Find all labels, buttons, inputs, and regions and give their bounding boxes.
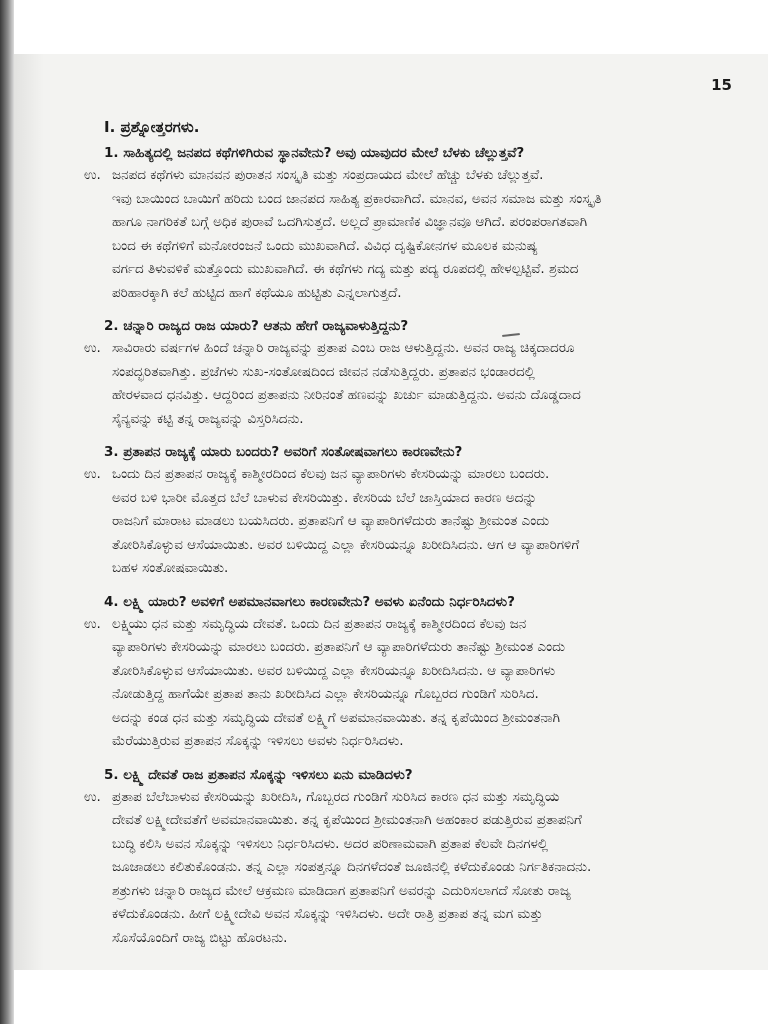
- answer-line: ಅದನ್ನು ಕಂಡ ಧನ ಮತ್ತು ಸಮೃದ್ಧಿಯ ದೇವತೆ ಲಕ್ಷ್ಮಿಗೆ ಅಪಮಾನವಾಯಿತು. ತನ್ನ ಕೃಪೆಯಿಂದ ಶ್ರೀಮಂತನಾಗಿ: [112, 709, 560, 726]
- answer-line: ಜನಪದ ಕಥೆಗಳು ಮಾನವನ ಪುರಾತನ ಸಂಸ್ಕೃತಿ ಮತ್ತು ಸಂಪ್ರದಾಯದ ಮೇಲೆ ಹೆಚ್ಚು ಬೆಳಕು ಚೆಲ್ಲುತ್ತವೆ.: [112, 167, 544, 183]
- gutter-fragment: [14, 433, 32, 458]
- answer-line: ವ್ಯಾಪಾರಿಗಳು ಕೇಸರಿಯನ್ನು ಮಾರಲು ಬಂದರು. ಪ್ರತಾಪನಿಗೆ ಆ ವ್ಯಾಪಾರಿಗಳೆದುರು ತಾನೆಷ್ಟು ಶ್ರೀಮಂತ ಎಂದು: [112, 639, 566, 655]
- answer: [84, 463, 744, 581]
- answer-line: ಲಕ್ಷ್ಮಿಯು ಧನ ಮತ್ತು ಸಮೃದ್ಧಿಯ ದೇವತೆ. ಒಂದು ದಿನ ಪ್ರತಾಪನ ರಾಜ್ಯಕ್ಕೆ ಕಾಶ್ಮೀರದಿಂದ ಕೆಲವು ಜನ: [112, 615, 527, 632]
- answer-line: ಹೇರಳವಾದ ಧನವಿತ್ತು. ಆದ್ದರಿಂದ ಪ್ರತಾಪನು ನೀರಿನಂತೆ ಹಣವನ್ನು ಖರ್ಚು ಮಾಡುತ್ತಿದ್ದನು. ಅವನು ದೊಡ್ಡದಾದ: [112, 387, 581, 403]
- gutter-fragment: [14, 384, 32, 409]
- gutter-fragment: [14, 727, 32, 752]
- answer-line: ಸಂಪದ್ಭರಿತವಾಗಿತ್ತು. ಪ್ರಜೆಗಳು ಸುಖ-ಸಂತೋಷದಿಂದ ಜೀವನ ನಡೆಸುತ್ತಿದ್ದರು. ಪ್ರತಾಪನ ಭಂಡಾರದಲ್ಲಿ: [112, 363, 535, 380]
- answer-text: [112, 164, 744, 305]
- gutter-fragment: [14, 629, 32, 654]
- answer-line: ಮೆರೆಯುತ್ತಿರುವ ಪ್ರತಾಪನ ಸೊಕ್ಕನ್ನು ಇಳಿಸಲು ಅವಳು ನಿರ್ಧರಿಸಿದಳು.: [112, 733, 404, 749]
- gutter-fragment: [14, 874, 32, 899]
- gutter-fragment: [14, 507, 32, 532]
- answer-line: ಹಾಗೂ ನಾಗರಿಕತೆ ಬಗ್ಗೆ ಅಧಿಕ ಪುರಾವೆ ಒದಗಿಸುತ್ತದೆ. ಅಲ್ಲದೆ ಪ್ರಾಮಾಣಿಕ ವಿಜ್ಞಾನವೂ ಆಗಿದೆ. ಪರಂಪರಾಗತವಾಗಿ: [112, 214, 588, 230]
- gutter-fragment: [14, 556, 32, 581]
- section-title: I. ಪ್ರಶ್ನೋತ್ತರಗಳು.: [104, 118, 200, 136]
- question: 5. ಲಕ್ಷ್ಮಿ ದೇವತೆ ರಾಜ ಪ್ರತಾಪನ ಸೊಕ್ಕನ್ನು ಇಳಿಸಲು ಏನು ಮಾಡಿದಳು?: [104, 766, 413, 783]
- answer-line: ಬುದ್ಧಿ ಕಲಿಸಿ ಅವನ ಸೊಕ್ಕನ್ನು ಇಳಿಸಲು ನಿರ್ಧರಿಸಿದಳು. ಅದರ ಪರಿಣಾಮವಾಗಿ ಪ್ರತಾಪ ಕೆಲವೇ ದಿನಗಳಲ್ಲಿ: [112, 835, 549, 852]
- answer-line: ಬಂದ ಈ ಕಥೆಗಳಿಗೆ ಮನೋರಂಜನೆ ಒಂದು ಮುಖವಾಗಿದೆ. ವಿವಿಧ ದೃಷ್ಟಿಕೋನಗಳ ಮೂಲಕ ಮನುಷ್ಯ: [112, 237, 538, 254]
- answer-marker: ಉ.: [84, 340, 101, 356]
- question: 4. ಲಕ್ಷ್ಮಿ ಯಾರು? ಅವಳಿಗೆ ಅಪಮಾನವಾಗಲು ಕಾರಣವೇನು? ಅವಳು ಏನೆಂದು ನಿರ್ಧರಿಸಿದಳು?: [104, 593, 515, 610]
- page-header: [683, 76, 732, 94]
- qa-list: [84, 142, 744, 950]
- question: 1. ಸಾಹಿತ್ಯದಲ್ಲಿ ಜನಪದ ಕಥೆಗಳಿಗಿರುವ ಸ್ಥಾನವೇನು? ಅವು ಯಾವುದರ ಮೇಲೆ ಬೆಳಕು ಚೆಲ್ಲುತ್ತವೆ?: [104, 145, 525, 161]
- answer: [84, 786, 744, 951]
- answer-text: [112, 337, 744, 431]
- answer: [84, 337, 744, 431]
- gutter-fragment: [14, 703, 32, 728]
- answer-line: ಜೂಜಾಡಲು ಕಲಿತುಕೊಂಡನು. ತನ್ನ ಎಲ್ಲಾ ಸಂಪತ್ತನ್ನೂ ದಿನಗಳೆದಂತೆ ಜೂಜಿನಲ್ಲಿ ಕಳೆದುಕೊಂಡು ನಿರ್ಗತಿಕನಾದನು.: [112, 859, 592, 875]
- gutter-fragment: [14, 409, 32, 434]
- answer-line: ಸೊಸೆಯೊಂದಿಗೆ ರಾಜ್ಯ ಬಿಟ್ಟು ಹೊರಟನು.: [112, 929, 288, 946]
- answer-text: [112, 786, 744, 951]
- answer-line: ಒಂದು ದಿನ ಪ್ರತಾಪನ ರಾಜ್ಯಕ್ಕೆ ಕಾಶ್ಮೀರದಿಂದ ಕೆಲವು ಜನ ವ್ಯಾಪಾರಿಗಳು ಕೇಸರಿಯನ್ನು ಮಾರಲು ಬಂದರು.: [112, 466, 550, 482]
- answer-line: ಶತ್ರುಗಳು ಚನ್ನಾರಿ ರಾಜ್ಯದ ಮೇಲೆ ಆಕ್ರಮಣ ಮಾಡಿದಾಗ ಪ್ರತಾಪನಿಗೆ ಅವರನ್ನು ಎದುರಿಸಲಾಗದೆ ಸೋತು ರಾಜ್ಯ: [112, 882, 571, 899]
- answer-line: ವರ್ಗದ ತಿಳುವಳಿಕೆ ಮತ್ತೊಂದು ಮುಖವಾಗಿದೆ. ಈ ಕಥೆಗಳು ಗದ್ಯ ಮತ್ತು ಪದ್ಯ ರೂಪದಲ್ಲಿ ಹೇಳಲ್ಪಟ್ಟಿವೆ. ಶ್ರಮದ: [112, 261, 579, 277]
- qa-block: [84, 315, 744, 431]
- qa-block: [84, 142, 744, 305]
- gutter-fragment: [14, 482, 32, 507]
- qa-block: [84, 441, 744, 581]
- answer-line: ಕಳೆದುಕೊಂಡನು. ಹೀಗೆ ಲಕ್ಷ್ಮೀದೇವಿ ಅವನ ಸೊಕ್ಕನ್ನು ಇಳಿಸಿದಳು. ಅದೇ ರಾತ್ರಿ ಪ್ರತಾಪ ತನ್ನ ಮಗ ಮತ್ತು: [112, 906, 543, 922]
- gutter-fragment: [14, 923, 32, 948]
- answer-text: [112, 613, 744, 754]
- question: 3. ಪ್ರತಾಪನ ರಾಜ್ಯಕ್ಕೆ ಯಾರು ಬಂದರು? ಅವರಿಗೆ ಸಂತೋಷವಾಗಲು ಕಾರಣವೇನು?: [104, 444, 463, 460]
- answer-line: ಇವು ಬಾಯಿಂದ ಬಾಯಿಗೆ ಹರಿದು ಬಂದ ಜಾನಪದ ಸಾಹಿತ್ಯ ಪ್ರಕಾರವಾಗಿದೆ. ಮಾನವ, ಅವನ ಸಮಾಜ ಮತ್ತು ಸಂಸ್ಕೃತಿ: [112, 190, 602, 207]
- answer-marker: ಉ.: [84, 466, 101, 482]
- answer: [84, 164, 744, 305]
- answer-line: ಸೈನ್ಯವನ್ನು ಕಟ್ಟಿ ತನ್ನ ರಾಜ್ಯವನ್ನು ವಿಸ್ತರಿಸಿದನು.: [112, 410, 304, 427]
- gutter-fragment: [14, 752, 32, 777]
- qa-content: [84, 118, 744, 960]
- answer-text: [112, 463, 744, 581]
- document-page: [14, 54, 768, 970]
- gutter-fragment: [14, 458, 32, 483]
- gutter-fragment: [14, 825, 32, 850]
- page-number: 15: [711, 76, 732, 94]
- answer-marker: ಉ.: [84, 167, 101, 183]
- answer-line: ನೋಡುತ್ತಿದ್ದ ಹಾಗೆಯೇ ಪ್ರತಾಪ ತಾನು ಖರೀದಿಸಿದ ಎಲ್ಲಾ ಕೇಸರಿಯನ್ನೂ ಗೊಬ್ಬರದ ಗುಂಡಿಗೆ ಸುರಿಸಿದ.: [112, 686, 539, 702]
- answer-line: ತೋರಿಸಿಕೊಳ್ಳುವ ಆಸೆಯಾಯಿತು. ಅವರ ಬಳಿಯಿದ್ದ ಎಲ್ಲಾ ಕೇಸರಿಯನ್ನೂ ಖರೀದಿಸಿದನು. ಆಗ ಆ ವ್ಯಾಪಾರಿಗಳಿಗೆ: [112, 536, 580, 553]
- gutter-fragment: [14, 678, 32, 703]
- gutter-fragment: [14, 654, 32, 679]
- question: 2. ಚನ್ನಾರಿ ರಾಜ್ಯದ ರಾಜ ಯಾರು? ಆತನು ಹೇಗೆ ರಾಜ್ಯವಾಳುತ್ತಿದ್ದನು?: [104, 318, 409, 334]
- answer-line: ಸಾವಿರಾರು ವರ್ಷಗಳ ಹಿಂದೆ ಚನ್ನಾರಿ ರಾಜ್ಯವನ್ನು ಪ್ರತಾಪ ಎಂಬ ರಾಜ ಆಳುತ್ತಿದ್ದನು. ಅವನ ರಾಜ್ಯ ಚಿಕ್ಕದಾದರೂ: [112, 340, 575, 356]
- gutter-fragment: [14, 776, 32, 801]
- answer-line: ಬಹಳ ಸಂತೋಷವಾಯಿತು.: [112, 560, 229, 576]
- answer-marker: ಉ.: [84, 615, 101, 632]
- gutter-fragment: [14, 899, 32, 924]
- binding-shadow: [0, 0, 14, 1024]
- gutter-fragment: [14, 850, 32, 875]
- gutter-fragment: [14, 801, 32, 826]
- answer: [84, 613, 744, 754]
- gutter-fragment: [14, 531, 32, 556]
- answer-line: ತೋರಿಸಿಕೊಳ್ಳುವ ಆಸೆಯಾಯಿತು. ಅವರ ಬಳಿಯಿದ್ದ ಎಲ್ಲಾ ಕೇಸರಿಯನ್ನೂ ಖರೀದಿಸಿದನು. ಆ ವ್ಯಾಪಾರಿಗಳು: [112, 662, 556, 679]
- left-gutter-fragments: [14, 384, 32, 948]
- answer-line: ರಾಜನಿಗೆ ಮಾರಾಟ ಮಾಡಲು ಬಯಸಿದರು. ಪ್ರತಾಪನಿಗೆ ಆ ವ್ಯಾಪಾರಿಗಳೆದುರು ತಾನೆಷ್ಟು ಶ್ರೀಮಂತ ಎಂದು: [112, 513, 550, 529]
- qa-block: [84, 591, 744, 754]
- answer-line: ಅವರ ಬಳಿ ಭಾರೀ ಮೊತ್ತದ ಬೆಲೆ ಬಾಳುವ ಕೇಸರಿಯಿತ್ತು. ಕೇಸರಿಯ ಬೆಲೆ ಜಾಸ್ತಿಯಾದ ಕಾರಣ ಅದನ್ನು: [112, 489, 537, 506]
- answer-line: ದೇವತೆ ಲಕ್ಷ್ಮೀದೇವತೆಗೆ ಅವಮಾನವಾಯಿತು. ತನ್ನ ಕೃಪೆಯಿಂದ ಶ್ರೀಮಂತನಾಗಿ ಅಹಂಕಾರ ಪಡುತ್ತಿರುವ ಪ್ರತಾಪನಿಗೆ: [112, 812, 582, 828]
- gutter-fragment: [14, 605, 32, 630]
- gutter-fragment: [14, 580, 32, 605]
- answer-line: ಪ್ರತಾಪ ಬೆಲೆಬಾಳುವ ಕೇಸರಿಯನ್ನು ಖರೀದಿಸಿ, ಗೊಬ್ಬರದ ಗುಂಡಿಗೆ ಸುರಿಸಿದ ಕಾರಣ ಧನ ಮತ್ತು ಸಮೃದ್ಧಿಯ: [112, 788, 560, 805]
- answer-marker: ಉ.: [84, 788, 101, 805]
- answer-line: ಪರಿಹಾರಕ್ಕಾಗಿ ಕಲೆ ಹುಟ್ಟಿದ ಹಾಗೆ ಕಥೆಯೂ ಹುಟ್ಟಿತು ಎನ್ನಲಾಗುತ್ತದೆ.: [112, 284, 402, 301]
- qa-block: [84, 764, 744, 951]
